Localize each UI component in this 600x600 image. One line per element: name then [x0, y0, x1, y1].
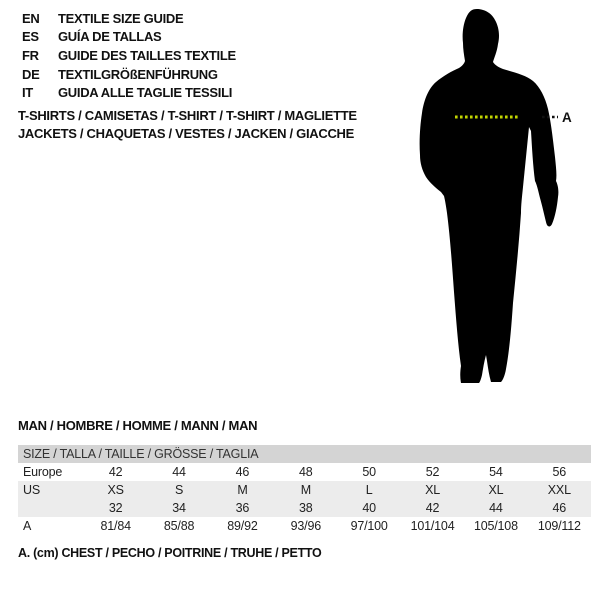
- table-cell: 42: [108, 465, 123, 479]
- table-cell: 101/104: [410, 519, 455, 533]
- language-row: [22, 65, 236, 84]
- language-code: EN: [22, 10, 40, 26]
- language-label: GUIDE DES TAILLES TEXTILE: [58, 47, 236, 63]
- table-cell: 36: [235, 501, 250, 515]
- table-cell: 40: [362, 501, 376, 515]
- language-label: TEXTILGRÖßENFÜHRUNG: [58, 66, 218, 82]
- table-cell: XS: [107, 483, 124, 497]
- language-list: [22, 9, 236, 102]
- language-row: [22, 46, 236, 65]
- row-label: US: [23, 483, 40, 497]
- language-code: IT: [22, 85, 33, 101]
- table-row-us: [18, 481, 591, 517]
- table-cell: M: [300, 483, 311, 497]
- table-cell: 85/88: [163, 519, 195, 533]
- table-cell: 46: [235, 465, 250, 479]
- table-row-europe: [18, 463, 591, 481]
- table-cell: 50: [362, 465, 376, 479]
- table-cell: 44: [172, 465, 186, 479]
- table-cell: 81/84: [100, 519, 131, 533]
- table-row-us-numbers: [18, 499, 591, 517]
- table-cell: 89/92: [227, 519, 258, 533]
- table-cell: L: [365, 483, 373, 497]
- language-row: [22, 9, 236, 28]
- category-tshirts: T-SHIRTS / CAMISETAS / T-SHIRT / T-SHIRT / MAGLIETTE: [18, 108, 357, 123]
- table-row-us-letters: [18, 481, 591, 499]
- table-cell: XL: [488, 483, 504, 497]
- row-label: A: [23, 519, 32, 533]
- language-code: ES: [22, 29, 39, 45]
- language-label: GUIDA ALLE TAGLIE TESSILI: [58, 85, 233, 101]
- language-label: TEXTILE SIZE GUIDE: [58, 10, 184, 26]
- table-cell: 93/96: [290, 519, 321, 533]
- garment-categories: [18, 107, 357, 143]
- table-cell: 46: [552, 501, 567, 515]
- section-title-man: MAN / HOMBRE / HOMME / MANN / MAN: [18, 418, 258, 433]
- table-cell: XL: [425, 483, 440, 497]
- table-cell: 52: [425, 465, 440, 479]
- language-code: DE: [22, 66, 40, 82]
- size-table: [18, 445, 591, 535]
- table-cell: 44: [489, 501, 503, 515]
- table-cell: S: [174, 483, 184, 497]
- language-row: [22, 28, 236, 47]
- table-cell: M: [237, 483, 248, 497]
- table-cell: 32: [108, 501, 123, 515]
- man-silhouette-figure: [408, 4, 576, 388]
- measurement-footnote: A. (cm) CHEST / PECHO / POITRINE / TRUHE / PETTO: [18, 546, 322, 560]
- category-jackets: JACKETS / CHAQUETAS / VESTES / JACKEN / GIACCHE: [18, 126, 354, 141]
- language-row: [22, 83, 236, 102]
- language-label: GUÍA DE TALLAS: [58, 29, 162, 45]
- table-cell: 109/112: [537, 519, 581, 533]
- table-cell: 42: [425, 501, 440, 515]
- table-cell: XXL: [547, 483, 571, 497]
- man-silhouette: [420, 9, 559, 383]
- row-label: Europe: [23, 465, 63, 479]
- size-table-header: SIZE / TALLA / TAILLE / GRÖSSE / TAGLIA: [18, 445, 591, 463]
- table-cell: 56: [552, 465, 567, 479]
- measure-label-a: A: [562, 110, 572, 125]
- table-cell: 48: [299, 465, 313, 479]
- language-code: FR: [22, 47, 39, 63]
- table-cell: 34: [172, 501, 186, 515]
- table-row-chest-a: [18, 517, 591, 535]
- table-cell: 38: [299, 501, 313, 515]
- table-cell: 54: [489, 465, 503, 479]
- table-cell: 105/108: [474, 519, 518, 533]
- table-cell: 97/100: [350, 519, 388, 533]
